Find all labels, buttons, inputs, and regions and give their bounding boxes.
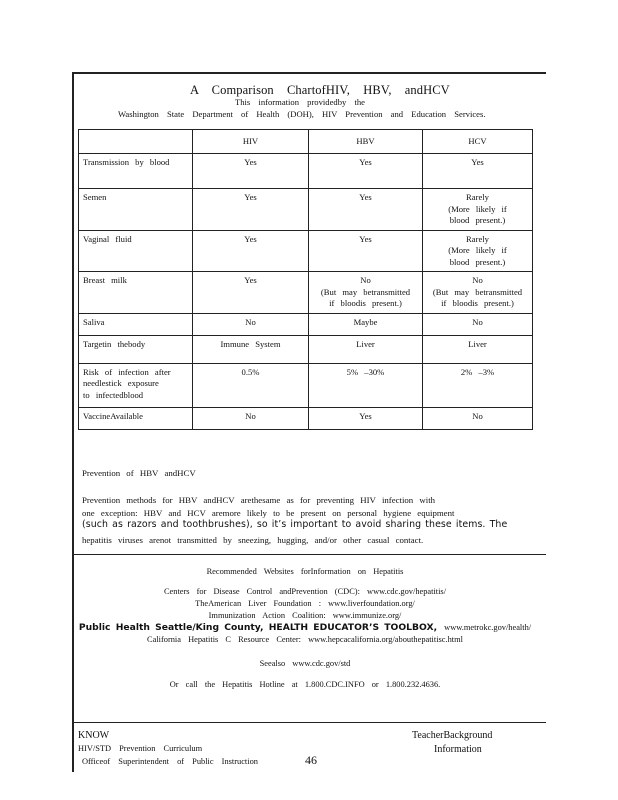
hcv-cell-line: (But may betransmitted bbox=[432, 286, 523, 297]
hiv-cell-line: 0.5% bbox=[241, 366, 260, 377]
hcv-cell bbox=[423, 335, 533, 363]
footer-information: Information bbox=[434, 744, 482, 755]
hcv-cell bbox=[423, 363, 533, 407]
hbv-cell bbox=[309, 230, 423, 272]
resource-phsk-name: Public Health Seattle/King County, HEALTH EDUCATOR’S TOOLBOX, bbox=[78, 622, 438, 633]
hiv-cell-line: Yes bbox=[244, 157, 257, 167]
footer-know: KNOW bbox=[78, 730, 110, 741]
hcv-cell-line: if bloodis present.) bbox=[441, 298, 514, 308]
row-label-cell bbox=[79, 272, 193, 314]
hiv-cell bbox=[193, 189, 309, 231]
resource-chrc[interactable]: California Hepatitis C Resource Center: www.hepcacalifornia.org/abouthepatitisc.html bbox=[147, 635, 463, 644]
footer-office: Officeof Superintendent of Public Instruction bbox=[82, 757, 258, 766]
row-label-cell bbox=[79, 363, 193, 407]
hiv-cell-line: Immune System bbox=[220, 338, 281, 349]
hbv-cell bbox=[309, 154, 423, 189]
footer-curriculum: HIV/STD Prevention Curriculum bbox=[78, 744, 203, 753]
table-row bbox=[79, 272, 533, 314]
hiv-cell bbox=[193, 272, 309, 314]
hiv-cell bbox=[193, 154, 309, 189]
hbv-cell-line: Maybe bbox=[353, 316, 378, 327]
row-label-cell bbox=[79, 407, 193, 429]
hcv-cell-line: Rarely bbox=[466, 192, 489, 202]
resource-phsk[interactable] bbox=[78, 622, 532, 633]
footer-teacher-background: TeacherBackground bbox=[412, 730, 493, 741]
hbv-cell-line: if bloodis present.) bbox=[329, 298, 402, 308]
row-label-cell bbox=[79, 154, 193, 189]
hiv-cell bbox=[193, 230, 309, 272]
subtitle-line-2: Washington State Department of Health (DOH), HIV Prevention and Education Services. bbox=[118, 109, 486, 119]
hcv-cell-line: 2% –3% bbox=[460, 366, 495, 377]
prevention-line-4: hepatitis viruses arenot transmitted by sneezing, hugging, and/or other casual contact. bbox=[82, 535, 424, 545]
page-title: A Comparison ChartofHIV, HBV, andHCV bbox=[190, 83, 450, 97]
hbv-cell-line: Liver bbox=[356, 338, 375, 349]
row-label-cell-line: Semen bbox=[83, 192, 107, 202]
resource-cdc[interactable]: Centers for Disease Control andPrevention (CDC): www.cdc.gov/hepatitis/ bbox=[163, 587, 447, 596]
hbv-cell-line: (But may betransmitted bbox=[320, 286, 411, 297]
hcv-cell-line: Yes bbox=[471, 157, 484, 167]
hiv-cell bbox=[193, 313, 309, 335]
resources-top-rule bbox=[72, 554, 546, 555]
row-label-cell bbox=[79, 189, 193, 231]
hiv-cell-line: Yes bbox=[244, 233, 257, 244]
hbv-cell-line: 5% –30% bbox=[346, 366, 385, 377]
resources-heading: Recommended Websites forInformation on Hepatitis bbox=[206, 567, 404, 576]
hbv-cell bbox=[309, 272, 423, 314]
resource-iac[interactable]: Immunization Action Coalition: www.immunize.org/ bbox=[208, 611, 402, 620]
resource-phsk-url[interactable]: www.metrokc.gov/health/ bbox=[444, 623, 532, 632]
prevention-line-1: Prevention methods for HBV andHCV arethesame as for preventing HIV infection with bbox=[82, 495, 436, 505]
hbv-cell bbox=[309, 189, 423, 231]
hbv-cell bbox=[309, 313, 423, 335]
row-label-cell bbox=[79, 230, 193, 272]
row-label-cell-line: needlestick exposure bbox=[83, 378, 159, 388]
hcv-cell-line: (More likely if bbox=[448, 245, 507, 255]
table-row bbox=[79, 313, 533, 335]
hcv-cell-line: No bbox=[472, 410, 483, 421]
row-label-cell bbox=[79, 335, 193, 363]
hbv-cell-line: Yes bbox=[359, 233, 372, 244]
row-label-cell-line: Saliva bbox=[83, 316, 105, 327]
hiv-cell-line: No bbox=[245, 410, 256, 421]
hiv-cell-line: No bbox=[245, 316, 256, 327]
top-rule bbox=[72, 72, 546, 74]
row-label-cell-line: Breast milk bbox=[83, 275, 127, 285]
comparison-table bbox=[78, 129, 533, 430]
hiv-cell bbox=[193, 335, 309, 363]
row-label-cell-line: Vaginal fluid bbox=[83, 233, 132, 244]
resources-bottom-rule bbox=[72, 722, 546, 723]
hcv-cell-line: Rarely bbox=[466, 233, 489, 244]
resource-see-also[interactable]: Seealso www.cdc.gov/std bbox=[259, 659, 351, 668]
hcv-cell bbox=[423, 230, 533, 272]
hcv-cell-line: No bbox=[472, 275, 483, 285]
hcv-cell bbox=[423, 272, 533, 314]
hbv-cell bbox=[309, 407, 423, 429]
hbv-cell bbox=[309, 363, 423, 407]
row-label-cell-line: Risk of infection after bbox=[83, 366, 171, 377]
hcv-cell-line: Liver bbox=[468, 338, 487, 349]
hcv-cell-line: No bbox=[472, 316, 483, 327]
hiv-cell bbox=[193, 407, 309, 429]
table-row bbox=[79, 407, 533, 429]
hbv-cell-line: Yes bbox=[359, 157, 372, 167]
prevention-line-3: (such as razors and toothbrushes), so it’s important to avoid sharing these items. The bbox=[82, 519, 508, 530]
hbv-cell-line: No bbox=[360, 275, 371, 285]
prevention-line-2: one exception: HBV and HCV aremore likely to be present on personal hygiene equipment bbox=[82, 508, 455, 518]
table-header-cell: HBV bbox=[309, 130, 423, 154]
hcv-cell bbox=[423, 313, 533, 335]
table-header-cell: HCV bbox=[423, 130, 533, 154]
left-rule bbox=[72, 72, 74, 772]
resource-alf[interactable]: TheAmerican Liver Foundation : www.liverfoundation.org/ bbox=[195, 599, 415, 608]
hbv-cell bbox=[309, 335, 423, 363]
hcv-cell bbox=[423, 154, 533, 189]
prevention-heading: Prevention of HBV andHCV bbox=[82, 468, 196, 478]
hiv-cell bbox=[193, 363, 309, 407]
subtitle-line-1: This information providedby the bbox=[235, 97, 365, 107]
table-header-cell bbox=[79, 130, 193, 154]
hiv-cell-line: Yes bbox=[244, 275, 257, 285]
table-row bbox=[79, 230, 533, 272]
table-row bbox=[79, 154, 533, 189]
hiv-cell-line: Yes bbox=[244, 192, 257, 202]
table-header-row bbox=[79, 130, 533, 154]
table-header-cell: HIV bbox=[193, 130, 309, 154]
hcv-cell-line: (More likely if bbox=[448, 203, 507, 214]
row-label-cell-line: VaccineAvailable bbox=[83, 410, 143, 421]
hbv-cell-line: Yes bbox=[359, 192, 372, 202]
row-label-cell bbox=[79, 313, 193, 335]
table-row bbox=[79, 189, 533, 231]
table-row bbox=[79, 335, 533, 363]
resource-hotline: Or call the Hepatitis Hotline at 1.800.CDC.INFO or 1.800.232.4636. bbox=[169, 680, 441, 689]
hcv-cell-line: blood present.) bbox=[449, 215, 506, 225]
page-number: 46 bbox=[305, 753, 317, 767]
row-label-cell-line: to infectedblood bbox=[83, 389, 144, 400]
row-label-cell-line: Targetin thebody bbox=[83, 338, 146, 349]
row-label-cell-line: Transmission by blood bbox=[83, 157, 170, 167]
hcv-cell bbox=[423, 189, 533, 231]
hcv-cell bbox=[423, 407, 533, 429]
table-row bbox=[79, 363, 533, 407]
hcv-cell-line: blood present.) bbox=[449, 256, 506, 267]
hbv-cell-line: Yes bbox=[359, 410, 372, 421]
